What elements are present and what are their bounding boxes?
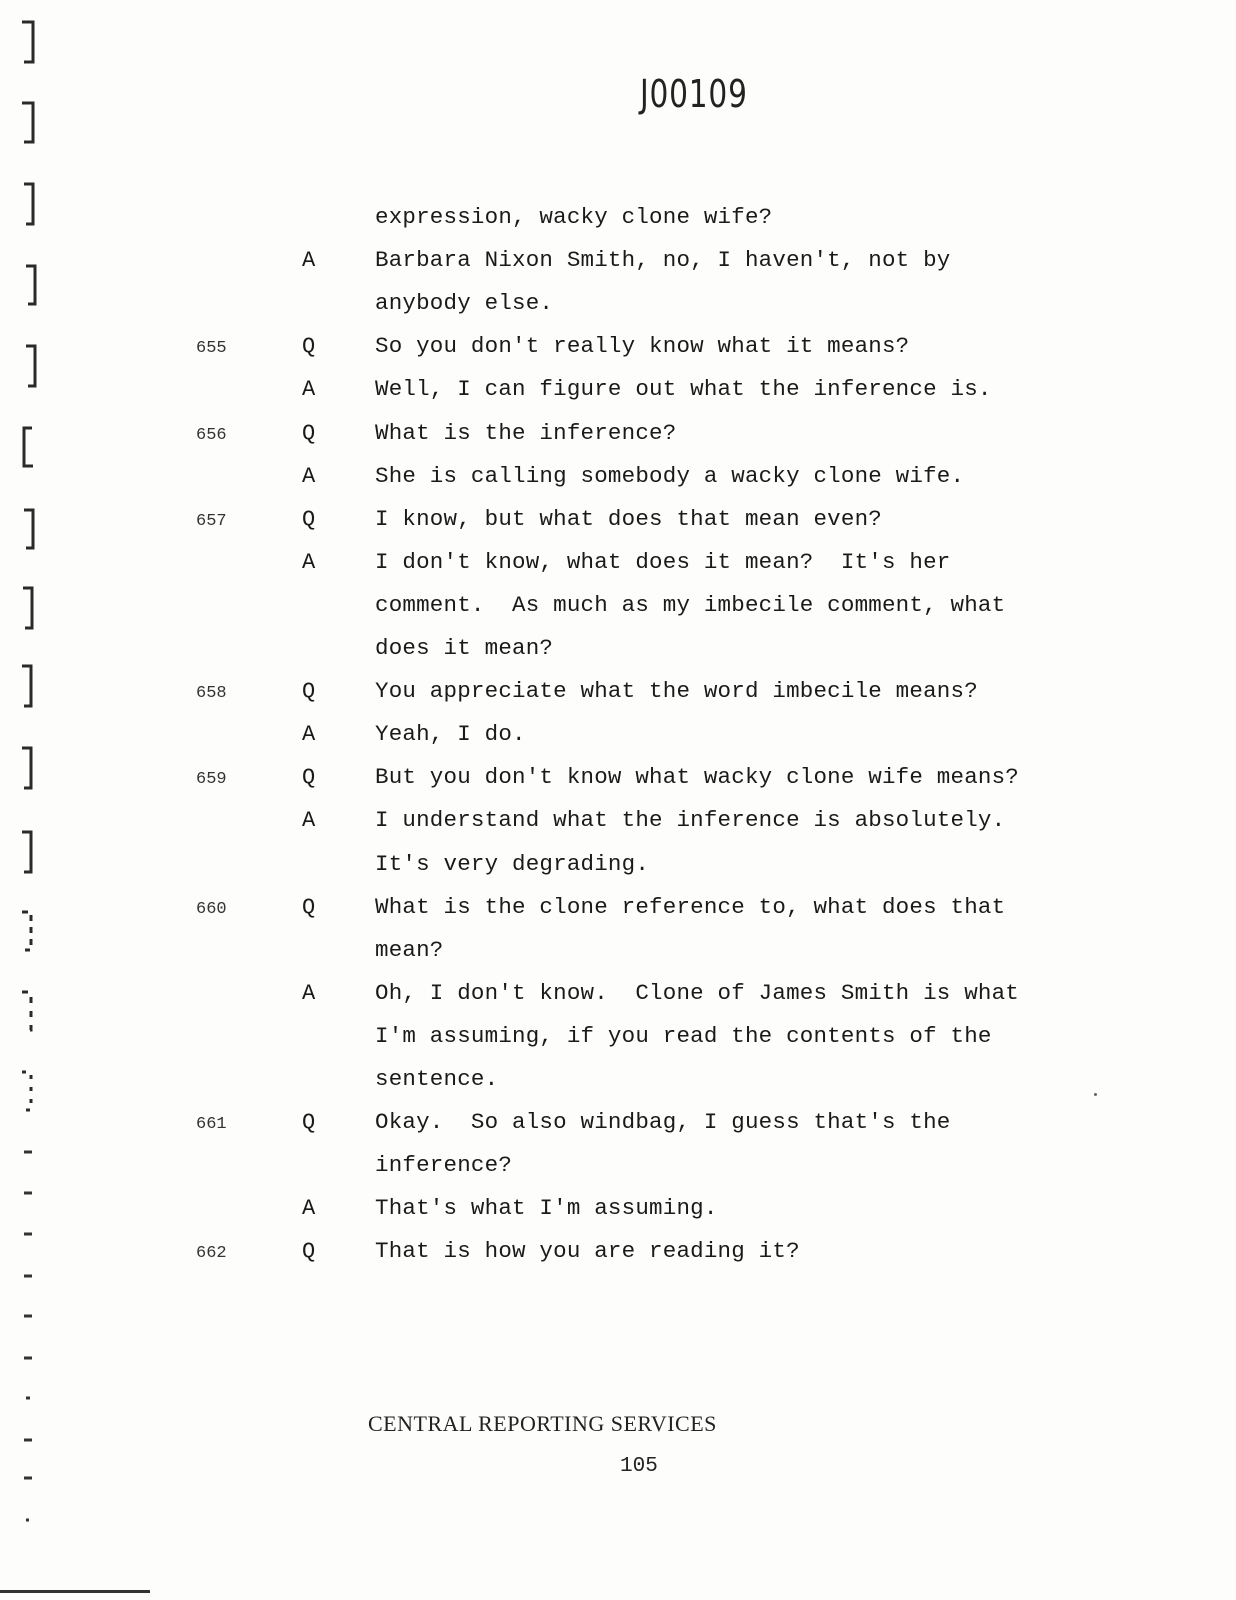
speaker-label: A xyxy=(302,808,316,834)
bates-number: J00109 xyxy=(640,72,748,116)
transcript-line xyxy=(0,805,1236,845)
speaker-label: A xyxy=(302,722,316,748)
speaker-label: A xyxy=(302,377,316,403)
transcript-line xyxy=(0,1064,1236,1104)
transcript-line xyxy=(0,547,1236,587)
question-number: 658 xyxy=(196,684,227,704)
transcript-line xyxy=(0,504,1236,544)
transcript-line xyxy=(0,849,1236,889)
transcript-text: That's what I'm assuming. xyxy=(375,1195,718,1222)
transcript-line xyxy=(0,1107,1236,1147)
transcript-line xyxy=(0,590,1236,630)
page-number: 105 xyxy=(620,1455,658,1478)
transcript-line xyxy=(0,978,1236,1018)
speaker-label: A xyxy=(302,1196,316,1222)
transcript-text: I'm assuming, if you read the contents of the xyxy=(375,1022,992,1049)
transcript-line xyxy=(0,892,1236,932)
transcript-line xyxy=(0,374,1236,414)
transcript-text: That is how you are reading it? xyxy=(375,1238,800,1265)
transcript-line xyxy=(0,245,1236,285)
speaker-label: Q xyxy=(302,765,316,791)
transcript-text: But you don't know what wacky clone wife means? xyxy=(375,764,1020,791)
speaker-label: A xyxy=(302,980,316,1006)
transcript-text: I know, but what does that mean even? xyxy=(375,505,882,532)
transcript-line xyxy=(0,762,1236,802)
speaker-label: Q xyxy=(302,334,316,360)
transcript-line xyxy=(0,1236,1236,1276)
scan-speck xyxy=(1094,1093,1097,1096)
question-number: 657 xyxy=(196,511,227,531)
transcript-text: I understand what the inference is absolutely. xyxy=(375,807,1006,834)
question-number: 656 xyxy=(196,425,227,445)
transcript-line xyxy=(0,288,1236,328)
transcript-line xyxy=(0,935,1236,975)
transcript-text: You appreciate what the word imbecile means? xyxy=(375,678,978,705)
transcript-line xyxy=(0,1021,1236,1061)
transcript-text: Well, I can figure out what the inference is. xyxy=(375,376,992,403)
transcript-text: So you don't really know what it means? xyxy=(375,333,910,360)
transcript-text: I don't know, what does it mean? It's her xyxy=(375,548,951,575)
speaker-label: Q xyxy=(302,679,316,705)
speaker-label: Q xyxy=(302,420,316,446)
speaker-label: Q xyxy=(302,1110,316,1136)
transcript-line xyxy=(0,719,1236,759)
question-number: 655 xyxy=(196,339,227,359)
transcript-text: It's very degrading. xyxy=(375,850,650,877)
transcript-line xyxy=(0,1193,1236,1233)
question-number: 660 xyxy=(196,899,227,919)
transcript-text: inference? xyxy=(375,1152,513,1179)
transcript-line xyxy=(0,418,1236,458)
speaker-label: A xyxy=(302,248,316,274)
transcript-text: Yeah, I do. xyxy=(375,721,526,748)
transcript-line xyxy=(0,633,1236,673)
transcript-text: Okay. So also windbag, I guess that's the xyxy=(375,1109,951,1136)
transcript-line xyxy=(0,676,1236,716)
speaker-label: A xyxy=(302,549,316,575)
transcript-text: Oh, I don't know. Clone of James Smith is what xyxy=(375,979,1020,1006)
transcript-text: She is calling somebody a wacky clone wife. xyxy=(375,462,965,489)
transcript-text: comment. As much as my imbecile comment, what xyxy=(375,591,1006,618)
question-number: 661 xyxy=(196,1115,227,1135)
transcript-text: mean? xyxy=(375,936,444,963)
speaker-label: Q xyxy=(302,506,316,532)
question-number: 662 xyxy=(196,1244,227,1264)
transcript-text: What is the clone reference to, what does that xyxy=(375,893,1006,920)
speaker-label: Q xyxy=(302,1239,316,1265)
question-number: 659 xyxy=(196,770,227,790)
transcript-line xyxy=(0,461,1236,501)
speaker-label: Q xyxy=(302,894,316,920)
transcript-line xyxy=(0,331,1236,371)
transcript-text: What is the inference? xyxy=(375,419,677,446)
transcript-text: anybody else. xyxy=(375,290,554,317)
bottom-edge-rule xyxy=(0,1590,150,1593)
reporter-name: CENTRAL REPORTING SERVICES xyxy=(368,1411,717,1436)
transcript-line xyxy=(0,1150,1236,1190)
transcript-text: sentence. xyxy=(375,1066,499,1092)
transcript-text: expression, wacky clone wife? xyxy=(375,204,773,230)
transcript-line xyxy=(0,202,1236,242)
speaker-label: A xyxy=(302,463,316,489)
transcript-text: does it mean? xyxy=(375,635,554,661)
transcript-text: Barbara Nixon Smith, no, I haven't, not by xyxy=(375,247,951,274)
